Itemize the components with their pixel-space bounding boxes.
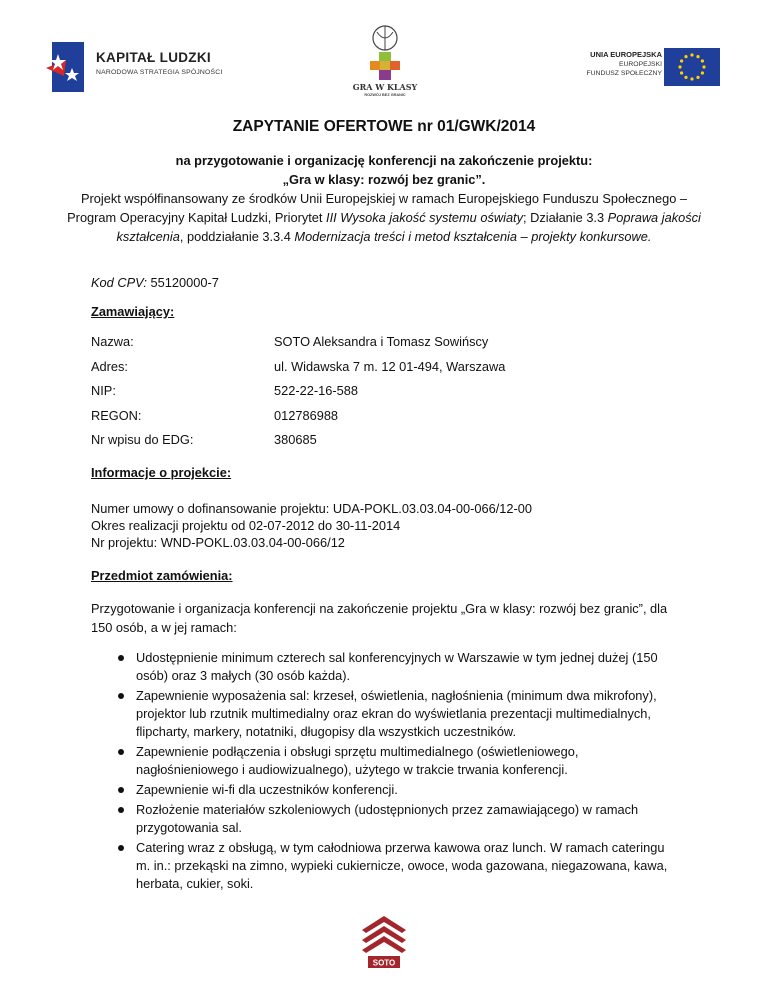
gra-w-klasy-logo	[344, 24, 426, 104]
kapital-ludzki-emblem-icon	[44, 38, 92, 96]
list-item	[120, 743, 680, 779]
list-item	[120, 649, 680, 685]
intro-action: Poprawa jakości kształcenia	[116, 210, 701, 244]
ue-line1: UNIA EUROPEJSKA	[590, 50, 662, 59]
eu-flag-icon	[664, 48, 720, 86]
projekt-line-nr: Nr projektu: WND-POKL.03.03.04-00-066/12	[91, 535, 345, 550]
edg-label: Nr wpisu do EDG:	[91, 432, 194, 447]
intro-part2: ; Działanie 3.3	[523, 210, 608, 225]
adres-value: ul. Widawska 7 m. 12 01-494, Warszawa	[274, 359, 506, 374]
gra-w-klasy-title: GRA W KLASY	[352, 82, 418, 92]
zamawiajacy-heading: Zamawiający:	[91, 304, 175, 319]
przedmiot-intro: Przygotowanie i organizacja konferencji na zakończenie projektu „Gra w klasy: rozwój bez granic”, dla 150 osób, a w jej ramach:	[91, 601, 668, 635]
bullet-text: Rozłożenie materiałów szkoleniowych (udostępnionych przez zamawiającego) w ramach przygotowania sal.	[136, 802, 639, 835]
intro-part1: Projekt współfinansowany ze środków Unii Europejskiej w ramach Europejskiego Funduszu Społecznego – Program Operacyjny Kapitał Ludzki, Priorytet	[67, 191, 688, 225]
projekt-line-okres: Okres realizacji projektu od 02-07-2012 do 30-11-2014	[91, 518, 401, 533]
bullet-text: Catering wraz z obsługą, w tym całodniowa przerwa kawowa oraz lunch. W ramach cateringu m. in.: przekąski na zimno, wypieki cukiernicze, owoce, woda gazowana, niegazowana, kawa, herbata, cukier, soki.	[136, 840, 668, 891]
intro-subaction: Modernizacja treści i metod kształcenia – projekty konkursowe.	[294, 229, 652, 244]
nip-value: 522-22-16-588	[274, 383, 358, 398]
bullet-icon	[118, 807, 124, 813]
cpv-value: 55120000-7	[146, 275, 219, 290]
projekt-heading: Informacje o projekcie:	[91, 465, 232, 480]
przedmiot-heading: Przedmiot zamówienia:	[91, 568, 233, 583]
kapital-ludzki-subtitle: NARODOWA STRATEGIA SPÓJNOŚCI	[96, 69, 223, 76]
soto-logo	[358, 912, 410, 972]
list-item	[120, 801, 680, 837]
ue-line2: EUROPEJSKI	[618, 61, 662, 68]
adres-label: Adres:	[91, 359, 128, 374]
subtitle-line2: „Gra w klasy: rozwój bez granic”.	[282, 172, 486, 187]
intro-part3: , poddziałanie 3.3.4	[179, 229, 295, 244]
list-item	[120, 839, 680, 893]
przedmiot-bullet-list	[120, 649, 680, 895]
nazwa-label: Nazwa:	[91, 334, 134, 349]
bullet-text: Zapewnienie wyposażenia sal: krzeseł, oświetlenia, nagłośnienia (minimum dwa mikrofony), projektor lub rzutnik multimedialny oraz ekran do wyświetlania prezentacji multimedialnych, flipcharty, markery, notatniki, długopisy dla wszystkich uczestników.	[136, 688, 657, 739]
ue-line3: FUNDUSZ SPOŁECZNY	[586, 70, 662, 77]
bullet-icon	[118, 693, 124, 699]
ue-efs-logo	[560, 48, 720, 88]
cpv-code	[91, 274, 691, 292]
list-item	[120, 781, 680, 799]
regon-label: REGON:	[91, 408, 142, 423]
subtitle-line1: na przygotowanie i organizację konferencji na zakończenie projektu:	[175, 153, 593, 168]
nazwa-value: SOTO Aleksandra i Tomasz Sowińscy	[274, 334, 489, 349]
projekt-line-umowa: Numer umowy o dofinansowanie projektu: UDA-POKL.03.03.04-00-066/12-00	[91, 501, 533, 516]
soto-logo-text: SOTO	[372, 958, 396, 968]
intro-priority: III Wysoka jakość systemu oświaty	[326, 210, 524, 225]
kapital-ludzki-title: KAPITAŁ LUDZKI	[96, 50, 211, 65]
edg-value: 380685	[274, 432, 317, 447]
soto-emblem-icon	[358, 912, 410, 972]
bullet-text: Zapewnienie wi-fi dla uczestników konferencji.	[136, 782, 398, 797]
gra-w-klasy-emblem-icon	[344, 24, 426, 82]
bullet-icon	[118, 749, 124, 755]
list-item	[120, 687, 680, 741]
document-title: ZAPYTANIE OFERTOWE nr 01/GWK/2014	[232, 118, 536, 135]
regon-value: 012786988	[274, 408, 339, 423]
bullet-icon	[118, 845, 124, 851]
gra-w-klasy-subtitle: ROZWÓJ BEZ GRANIC	[364, 93, 406, 97]
bullet-icon	[118, 655, 124, 661]
project-intro	[60, 189, 708, 246]
nip-label: NIP:	[91, 383, 116, 398]
bullet-icon	[118, 787, 124, 793]
bullet-text: Udostępnienie minimum czterech sal konferencyjnych w Warszawie w tym jednej dużej (150 osób) oraz 3 małych (30 osób każda).	[136, 650, 658, 683]
bullet-text: Zapewnienie podłączenia i obsługi sprzętu multimedialnego (oświetleniowego, nagłośnieniowego i audiowizualnego), użytego w trakcie trwania konferencji.	[136, 744, 579, 777]
cpv-label: Kod CPV:	[91, 275, 147, 290]
kapital-ludzki-logo	[44, 38, 244, 98]
